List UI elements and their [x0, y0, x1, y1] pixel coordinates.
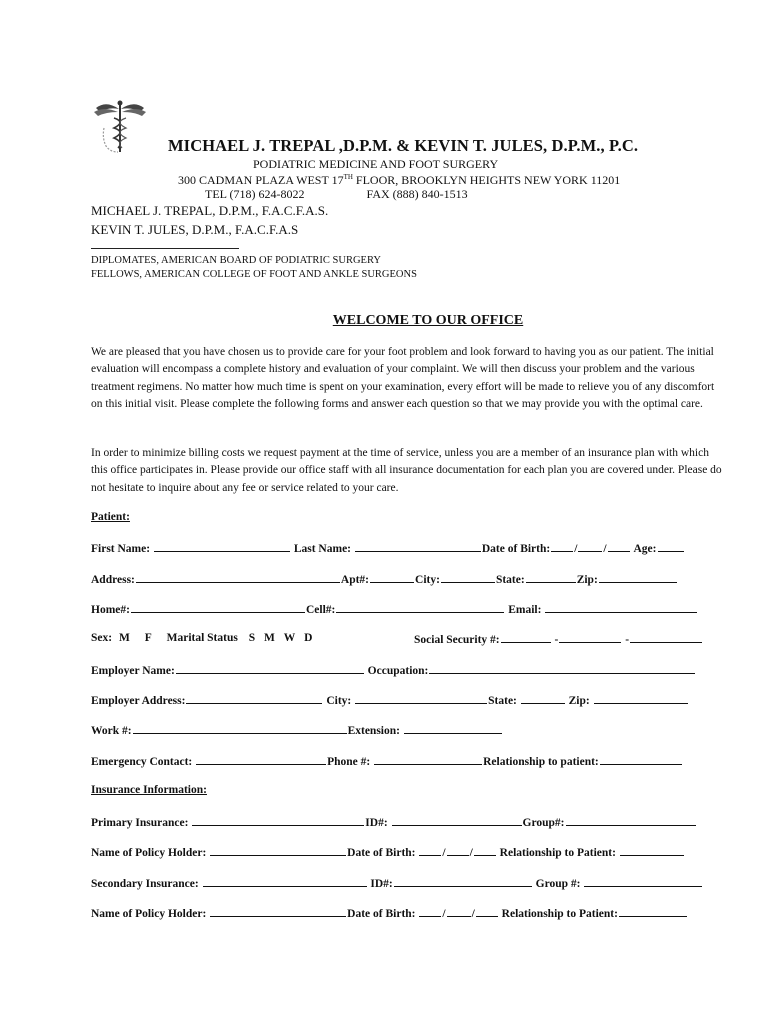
office-address: [178, 173, 620, 188]
demographics-row: [91, 632, 312, 644]
apt-label: Apt#:: [340, 574, 370, 586]
welcome-paragraph: We are pleased that you have chosen us to provide care for your foot problem and look forward to having you as our patient. The initial evaluation will encompass a complete history and evaluation of your complaint. We will then discuss your problem and the various treatment regimens. No matter how much time is spent on your examination, every effort will be made to relieve you of any discomfort on this initial visit. Please complete the following forms and answer each question so that we may provide you with the optimal care.: [91, 346, 715, 410]
secondary-holder-dob-day[interactable]: [447, 906, 471, 917]
zip-field[interactable]: [599, 572, 677, 583]
primary-holder-relationship-field[interactable]: [620, 845, 684, 856]
age-label: Age:: [633, 543, 657, 555]
marital-option-m[interactable]: M: [264, 632, 275, 644]
first-name-label: First Name:: [91, 543, 151, 555]
secondary-insurance-label: Secondary Insurance:: [91, 878, 199, 890]
insurance-section-title: Insurance Information:: [91, 784, 207, 796]
primary-holder-label: Name of Policy Holder:: [91, 847, 207, 859]
secondary-holder-field[interactable]: [210, 906, 346, 917]
address-row: [91, 572, 678, 586]
employer-city-field[interactable]: [355, 693, 487, 704]
address-rest: FLOOR, BROOKLYN HEIGHTS NEW YORK 11201: [352, 173, 621, 187]
primary-group-label: Group#:: [522, 817, 565, 829]
contact-line: [205, 187, 468, 202]
emergency-contact-field[interactable]: [196, 754, 326, 765]
secondary-id-label: ID#:: [370, 878, 393, 890]
email-label: Email:: [508, 604, 542, 616]
apt-field[interactable]: [370, 572, 414, 583]
primary-holder-dob-day[interactable]: [447, 845, 469, 856]
welcome-title: WELCOME TO OUR OFFICE: [332, 313, 524, 328]
address-main: 300 CADMAN PLAZA WEST 17: [178, 173, 344, 187]
doctor-trepal: MICHAEL J. TREPAL, D.P.M., F.A.C.F.A.S.: [91, 203, 329, 218]
dob-label: Date of Birth:: [481, 543, 551, 555]
employer-name-label: Employer Name:: [91, 665, 175, 677]
dob-year-field[interactable]: [608, 541, 630, 552]
secondary-holder-relationship-label: Relationship to Patient:: [501, 908, 618, 920]
occupation-label: Occupation:: [367, 665, 429, 677]
employer-zip-label: Zip:: [568, 695, 590, 707]
employer-state-field[interactable]: [521, 693, 565, 704]
primary-holder-dob-year[interactable]: [474, 845, 496, 856]
emergency-relationship-label: Relationship to patient:: [483, 756, 599, 768]
primary-group-field[interactable]: [566, 815, 696, 826]
address-label: Address:: [91, 574, 135, 586]
secondary-holder-dob-month[interactable]: [419, 906, 441, 917]
caduceus-foot-icon: [92, 98, 148, 156]
ssn-part1-field[interactable]: [501, 632, 551, 643]
zip-label: Zip:: [576, 574, 598, 586]
employer-address-row: [91, 693, 689, 707]
secondary-group-field[interactable]: [584, 876, 702, 887]
cell-phone-label: Cell#:: [305, 604, 336, 616]
home-phone-label: Home#:: [91, 604, 130, 616]
primary-holder-dob-month[interactable]: [419, 845, 441, 856]
primary-insurance-field[interactable]: [192, 815, 364, 826]
work-phone-field[interactable]: [133, 723, 347, 734]
marital-option-w[interactable]: W: [283, 632, 296, 644]
employer-address-field[interactable]: [186, 693, 322, 704]
primary-holder-relationship-label: Relationship to Patient:: [499, 847, 616, 859]
sex-option-m[interactable]: M: [118, 632, 130, 644]
employer-address-label: Employer Address:: [91, 695, 186, 707]
marital-option-d[interactable]: D: [304, 632, 313, 644]
doctor-jules: KEVIN T. JULES, D.P.M., F.A.C.F.A.S: [91, 222, 299, 237]
ssn-part2-field[interactable]: [559, 632, 621, 643]
age-field[interactable]: [658, 541, 684, 552]
primary-holder-dob-label: Date of Birth:: [347, 847, 416, 859]
work-phone-label: Work #:: [91, 725, 132, 737]
header-divider: [91, 248, 239, 249]
fax: FAX (888) 840-1513: [366, 187, 468, 201]
sex-label: Sex:: [91, 632, 113, 644]
secondary-insurance-field[interactable]: [203, 876, 367, 887]
state-label: State:: [495, 574, 525, 586]
home-phone-field[interactable]: [131, 602, 305, 613]
employer-zip-field[interactable]: [594, 693, 688, 704]
ssn-group: Social Security #: - -: [414, 632, 703, 646]
secondary-holder-dob-year[interactable]: [476, 906, 498, 917]
emergency-phone-field[interactable]: [374, 754, 482, 765]
last-name-label: Last Name:: [293, 543, 351, 555]
sex-option-f[interactable]: F: [144, 632, 152, 644]
ssn-part3-field[interactable]: [630, 632, 702, 643]
marital-option-s[interactable]: S: [248, 632, 256, 644]
extension-label: Extension:: [347, 725, 400, 737]
marital-status-label: Marital Status: [166, 632, 238, 644]
cell-phone-field[interactable]: [336, 602, 504, 613]
secondary-holder-row: Name of Policy Holder: Date of Birth: / / Relationship to Patient:: [91, 906, 688, 920]
ssn-label: Social Security #:: [414, 634, 500, 646]
employer-state-label: State:: [488, 695, 517, 707]
city-field[interactable]: [441, 572, 495, 583]
diplomates-line: DIPLOMATES, AMERICAN BOARD OF PODIATRIC SURGERY: [91, 255, 381, 266]
dob-day-field[interactable]: [578, 541, 602, 552]
state-field[interactable]: [526, 572, 576, 583]
primary-holder-row: Name of Policy Holder: Date of Birth: / / Relationship to Patient:: [91, 845, 685, 859]
city-label: City:: [415, 574, 440, 586]
primary-id-label: ID#:: [365, 817, 388, 829]
emergency-phone-label: Phone #:: [327, 756, 371, 768]
primary-holder-field[interactable]: [210, 845, 346, 856]
name-row: First Name: Last Name: Date of Birth: / / Age:: [91, 541, 685, 555]
billing-paragraph: In order to minimize billing costs we request payment at the time of service, unless you are a member of an insurance plan with which this office participates in. Please provide our office staff with all insurance documentation for each plan you are covered under. Please do not hesitate to inquire about any fee or service related to your care.: [91, 447, 722, 494]
email-field[interactable]: [545, 602, 697, 613]
primary-id-field[interactable]: [392, 815, 522, 826]
secondary-id-field[interactable]: [394, 876, 532, 887]
fellows-line: FELLOWS, AMERICAN COLLEGE OF FOOT AND ANKLE SURGEONS: [91, 269, 417, 280]
secondary-holder-relationship-field[interactable]: [619, 906, 687, 917]
phone-row: [91, 602, 698, 616]
employer-name-field[interactable]: [176, 663, 364, 674]
firm-name: MICHAEL J. TREPAL ,D.P.M. & KEVIN T. JULES, D.P.M., P.C.: [168, 136, 639, 155]
primary-insurance-label: Primary Insurance:: [91, 817, 189, 829]
work-row: [91, 723, 503, 737]
first-name-field[interactable]: [154, 541, 290, 552]
emergency-contact-label: Emergency Contact:: [91, 756, 193, 768]
last-name-field[interactable]: [355, 541, 481, 552]
telephone: TEL (718) 624-8022: [205, 187, 305, 201]
extension-field[interactable]: [404, 723, 502, 734]
secondary-group-label: Group #:: [535, 878, 581, 890]
patient-section-title: Patient:: [91, 511, 130, 523]
emergency-row: [91, 754, 683, 768]
specialty-line: PODIATRIC MEDICINE AND FOOT SURGERY: [253, 157, 499, 171]
secondary-holder-label: Name of Policy Holder:: [91, 908, 207, 920]
occupation-field[interactable]: [429, 663, 695, 674]
dob-month-field[interactable]: [551, 541, 573, 552]
employer-city-label: City:: [326, 695, 352, 707]
primary-insurance-row: [91, 815, 697, 829]
welcome-title-wrap: [0, 313, 770, 329]
secondary-insurance-row: [91, 876, 703, 890]
address-ordinal: TH: [343, 173, 353, 181]
secondary-holder-dob-label: Date of Birth:: [347, 908, 416, 920]
address-field[interactable]: [136, 572, 340, 583]
emergency-relationship-field[interactable]: [600, 754, 682, 765]
employer-row: [91, 663, 696, 677]
